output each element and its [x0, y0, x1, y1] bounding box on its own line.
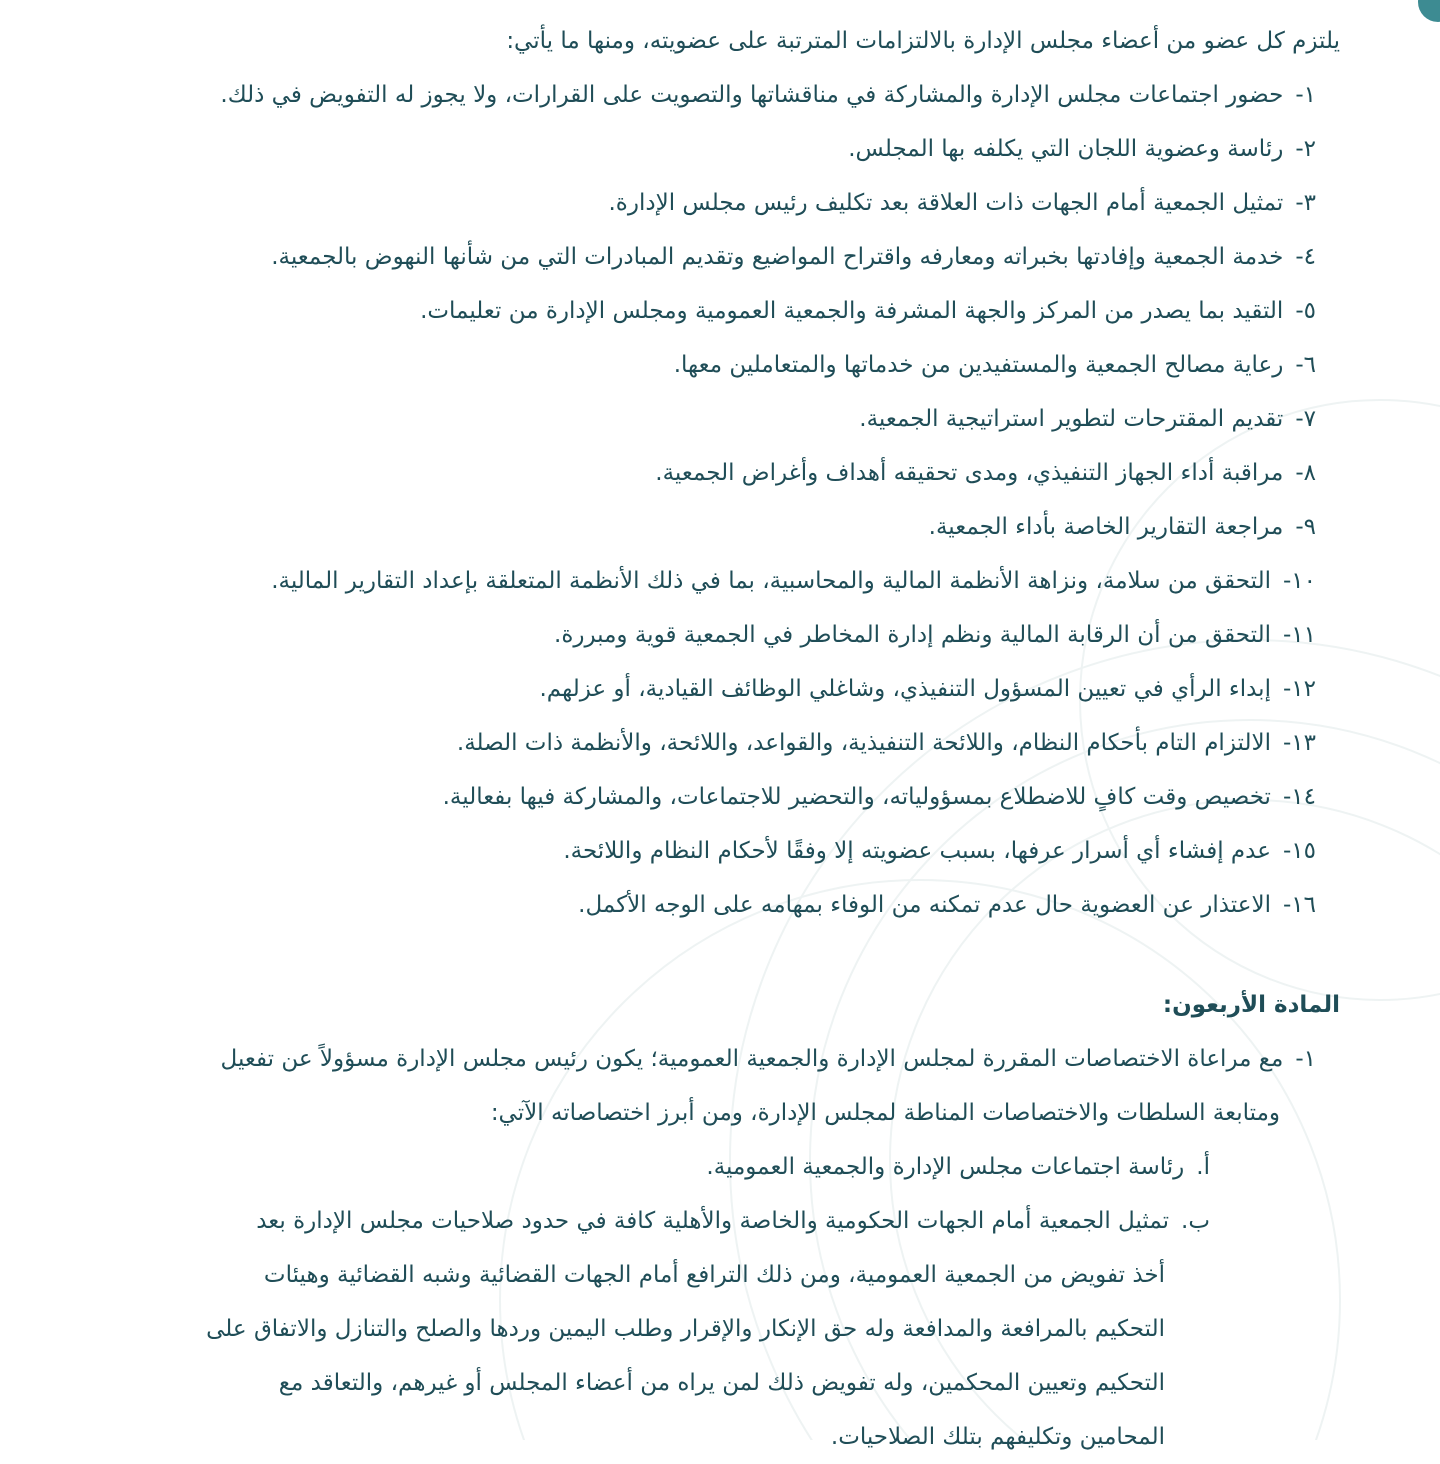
- list-item-text: مراجعة التقارير الخاصة بأداء الجمعية.: [928, 514, 1284, 540]
- list-item: [100, 662, 1316, 716]
- list-item-text: رئاسة وعضوية اللجان التي يكلفه بها المجلس.: [848, 136, 1284, 162]
- list-item-number: ٥-: [1295, 298, 1316, 324]
- sub-items-list: [100, 1140, 1340, 1464]
- list-item-text: إبداء الرأي في تعيين المسؤول التنفيذي، وشاغلي الوظائف القيادية، أو عزلهم.: [539, 676, 1271, 702]
- sub-item-text: تمثيل الجمعية أمام الجهات الحكومية والخاصة والأهلية كافة في حدود صلاحيات مجلس الإدارة بعد: [256, 1208, 1170, 1234]
- list-item-number: ٣-: [1295, 190, 1316, 216]
- list-item-number: ١٢-: [1282, 676, 1316, 702]
- list-item-text: رعاية مصالح الجمعية والمستفيدين من خدماتها والمتعاملين معها.: [673, 352, 1284, 378]
- obligations-list: [100, 68, 1340, 932]
- list-item-text: التحقق من أن الرقابة المالية ونظم إدارة المخاطر في الجمعية قوية ومبررة.: [554, 622, 1271, 648]
- list-item: [100, 716, 1316, 770]
- list-item-number: ١١-: [1282, 622, 1316, 648]
- sub-item-continuation: المحامين وتكليفهم بتلك الصلاحيات.: [830, 1424, 1165, 1450]
- list-item: [100, 122, 1316, 176]
- list-item-text: الاعتذار عن العضوية حال عدم تمكنه من الوفاء بمهامه على الوجه الأكمل.: [578, 892, 1271, 918]
- list-item-text: تمثيل الجمعية أمام الجهات ذات العلاقة بعد تكليف رئيس مجلس الإدارة.: [608, 190, 1284, 216]
- list-item: [100, 68, 1316, 122]
- list-item-number: ٦-: [1295, 352, 1316, 378]
- sub-item: [100, 1194, 1210, 1248]
- sub-item-letter: ب.: [1181, 1208, 1210, 1234]
- list-item-number: ١٥-: [1282, 838, 1316, 864]
- list-item-text: خدمة الجمعية وإفادتها بخبراته ومعارفه واقتراح المواضيع وتقديم المبادرات التي من شأنها النهوض بالجمعية.: [271, 244, 1284, 270]
- article-paragraph-line: [100, 1032, 1316, 1086]
- document-page: [100, 14, 1340, 1464]
- list-item-number: ١٣-: [1282, 730, 1316, 756]
- list-item-text: التحقق من سلامة، ونزاهة الأنظمة المالية والمحاسبية، بما في ذلك الأنظمة المتعلقة بإعداد التقارير المالية.: [271, 568, 1271, 594]
- list-item-text: الالتزام التام بأحكام النظام، واللائحة التنفيذية، والقواعد، واللائحة، والأنظمة ذات الصلة.: [456, 730, 1271, 756]
- list-item-text: مراقبة أداء الجهاز التنفيذي، ومدى تحقيقه أهداف وأغراض الجمعية.: [655, 460, 1284, 486]
- list-item-number: ٨-: [1295, 460, 1316, 486]
- paragraph-number: ١-: [1295, 1046, 1316, 1072]
- list-item: [100, 392, 1316, 446]
- list-item: [100, 446, 1316, 500]
- list-item-number: ٤-: [1295, 244, 1316, 270]
- list-item: [100, 824, 1316, 878]
- list-item: [100, 338, 1316, 392]
- list-item-text: التقيد بما يصدر من المركز والجهة المشرفة والجمعية العمومية ومجلس الإدارة من تعليمات.: [420, 298, 1284, 324]
- list-item: [100, 500, 1316, 554]
- list-item: [100, 284, 1316, 338]
- article-paragraph-continuation: ومتابعة السلطات والاختصاصات المناطة لمجلس الإدارة، ومن أبرز اختصاصاته الآتي:: [490, 1100, 1280, 1126]
- list-item-text: حضور اجتماعات مجلس الإدارة والمشاركة في مناقشاتها والتصويت على القرارات، ولا يجوز له التفويض في ذلك.: [220, 82, 1284, 108]
- sub-item: [100, 1140, 1210, 1194]
- list-item-number: ٧-: [1295, 406, 1316, 432]
- list-item-text: تقديم المقترحات لتطوير استراتيجية الجمعية.: [859, 406, 1284, 432]
- list-item: [100, 230, 1316, 284]
- intro-paragraph: يلتزم كل عضو من أعضاء مجلس الإدارة بالالتزامات المترتبة على عضويته، ومنها ما يأتي:: [506, 28, 1340, 54]
- sub-item-letter: أ.: [1196, 1154, 1210, 1180]
- corner-decoration: [1418, 0, 1440, 22]
- sub-item-continuation: التحكيم وتعيين المحكمين، وله تفويض ذلك لمن يراه من أعضاء المجلس أو غيرهم، والتعاقد مع: [278, 1370, 1165, 1396]
- list-item: [100, 176, 1316, 230]
- list-item-number: ١٤-: [1282, 784, 1316, 810]
- list-item-number: ١-: [1295, 82, 1316, 108]
- list-item: [100, 878, 1316, 932]
- sub-item-continuation: أخذ تفويض من الجمعية العمومية، ومن ذلك الترافع أمام الجهات القضائية وشبه القضائية وهيئات: [263, 1262, 1165, 1288]
- list-item-text: تخصيص وقت كافٍ للاضطلاع بمسؤولياته، والتحضير للاجتماعات، والمشاركة فيها بفعالية.: [442, 784, 1271, 810]
- list-item-text: عدم إفشاء أي أسرار عرفها، بسبب عضويته إلا وفقًا لأحكام النظام واللائحة.: [563, 838, 1271, 864]
- list-item: [100, 554, 1316, 608]
- sub-item-continuation: التحكيم بالمرافعة والمدافعة وله حق الإنكار والإقرار وطلب اليمين وردها والصلح والتنازل والاتفاق على: [206, 1316, 1165, 1342]
- list-item: [100, 770, 1316, 824]
- list-item-number: ١٦-: [1282, 892, 1316, 918]
- list-item-number: ٩-: [1295, 514, 1316, 540]
- list-item-number: ٢-: [1295, 136, 1316, 162]
- sub-item-text: رئاسة اجتماعات مجلس الإدارة والجمعية العمومية.: [706, 1154, 1185, 1180]
- article-heading: المادة الأربعون:: [1162, 992, 1340, 1018]
- list-item: [100, 608, 1316, 662]
- paragraph-text: مع مراعاة الاختصاصات المقررة لمجلس الإدارة والجمعية العمومية؛ يكون رئيس مجلس الإدارة مسؤولاً عن تفعيل: [220, 1046, 1284, 1072]
- list-item-number: ١٠-: [1282, 568, 1316, 594]
